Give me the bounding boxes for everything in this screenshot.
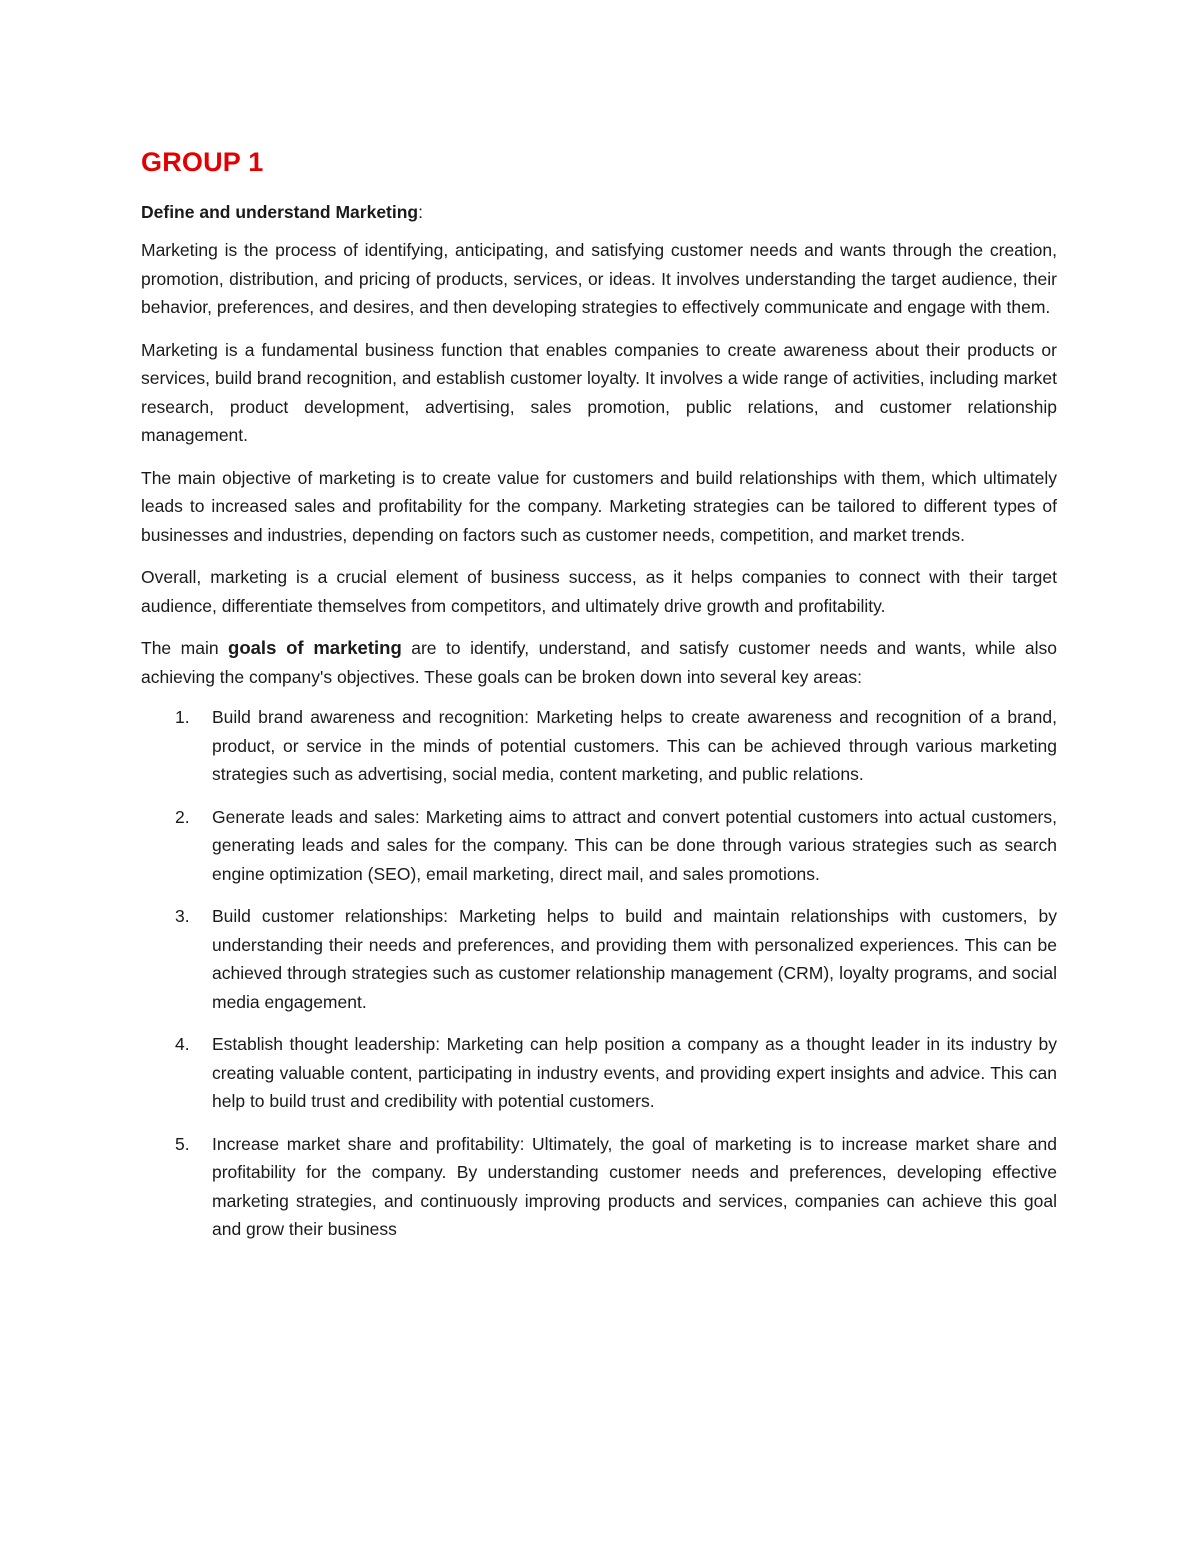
list-item-text: Increase market share and profitability: Ultimately, the goal of marketing is to increase market share and profitability for the company. By understanding customer needs and preferences, developing effective marketing strategies, and continuously improving products and services, companies can achieve this goal and grow their business xyxy=(212,1133,1057,1239)
section-heading-colon: : xyxy=(418,202,423,222)
list-item-number: 3. xyxy=(175,906,190,926)
list-item-number: 2. xyxy=(175,806,190,827)
paragraph-overall: Overall, marketing is a crucial element of business success, as it helps companies to connect with their target audience, differentiate themselves from competitors, and ultimately drive growth and profitability. xyxy=(141,567,1057,616)
section-heading xyxy=(141,198,1057,226)
list-item-text: Build customer relationships: Marketing helps to build and maintain relationships with customers, by understanding their needs and preferences, and providing them with personalized experiences. This can be achieved through strategies such as customer relationship management (CRM), loyalty programs, and social media engagement. xyxy=(212,906,1057,1012)
paragraph-main-objective: The main objective of marketing is to create value for customers and build relationships with them, which ultimately leads to increased sales and profitability for the company. Marketing strategies can be tailored to different types of businesses and industries, depending on factors such as customer needs, competition, and market trends. xyxy=(141,467,1057,545)
paragraph-business-function: Marketing is a fundamental business function that enables companies to create awareness about their products or services, build brand recognition, and establish customer loyalty. It involves a wide range of activities, including market research, product development, advertising, sales promotion, public relations, and customer relationship management. xyxy=(141,339,1057,445)
list-item-number: 5. xyxy=(175,1133,190,1154)
document-title: GROUP 1 xyxy=(141,147,264,177)
goals-intro-emphasis: goals of marketing xyxy=(228,637,402,658)
list-item xyxy=(141,1130,1057,1244)
document-body xyxy=(141,140,1057,1258)
list-item-number: 4. xyxy=(175,1034,190,1054)
list-item xyxy=(141,902,1057,1016)
list-item-text: Generate leads and sales: Marketing aims to attract and convert potential customers into actual customers, generating leads and sales for the company. This can be done through various strategies such as search engine optimization (SEO), email marketing, direct mail, and sales promotions. xyxy=(212,806,1057,884)
paragraph-definition: Marketing is the process of identifying, anticipating, and satisfying customer needs and wants through the creation, promotion, distribution, and pricing of products, services, or ideas. It involves understanding the target audience, their behavior, preferences, and desires, and then developing strategies to effectively communicate and engage with them. xyxy=(141,240,1057,317)
goals-intro-after: are to identify, understand, and satisfy customer needs and wants, while also achieving the company's objectives. These goals can be broken down into several key areas: xyxy=(141,638,1058,687)
goals-list xyxy=(141,703,1057,1244)
list-item xyxy=(141,803,1057,889)
list-item xyxy=(141,703,1057,789)
paragraph-goals-intro xyxy=(141,634,1057,691)
list-item xyxy=(141,1030,1057,1116)
list-item-number: 1. xyxy=(175,707,190,727)
list-item-text: Build brand awareness and recognition: Marketing helps to create awareness and recognition of a brand, product, or service in the minds of potential customers. This can be achieved through various marketing strategies such as advertising, social media, content marketing, and public relations. xyxy=(212,707,1057,784)
section-heading-text: Define and understand Marketing xyxy=(141,202,419,222)
goals-intro-before: The main xyxy=(141,638,229,658)
list-item-text: Establish thought leadership: Marketing can help position a company as a thought leader in its industry by creating valuable content, participating in industry events, and providing expert insights and advice. This can help to build trust and credibility with potential customers. xyxy=(212,1034,1057,1111)
